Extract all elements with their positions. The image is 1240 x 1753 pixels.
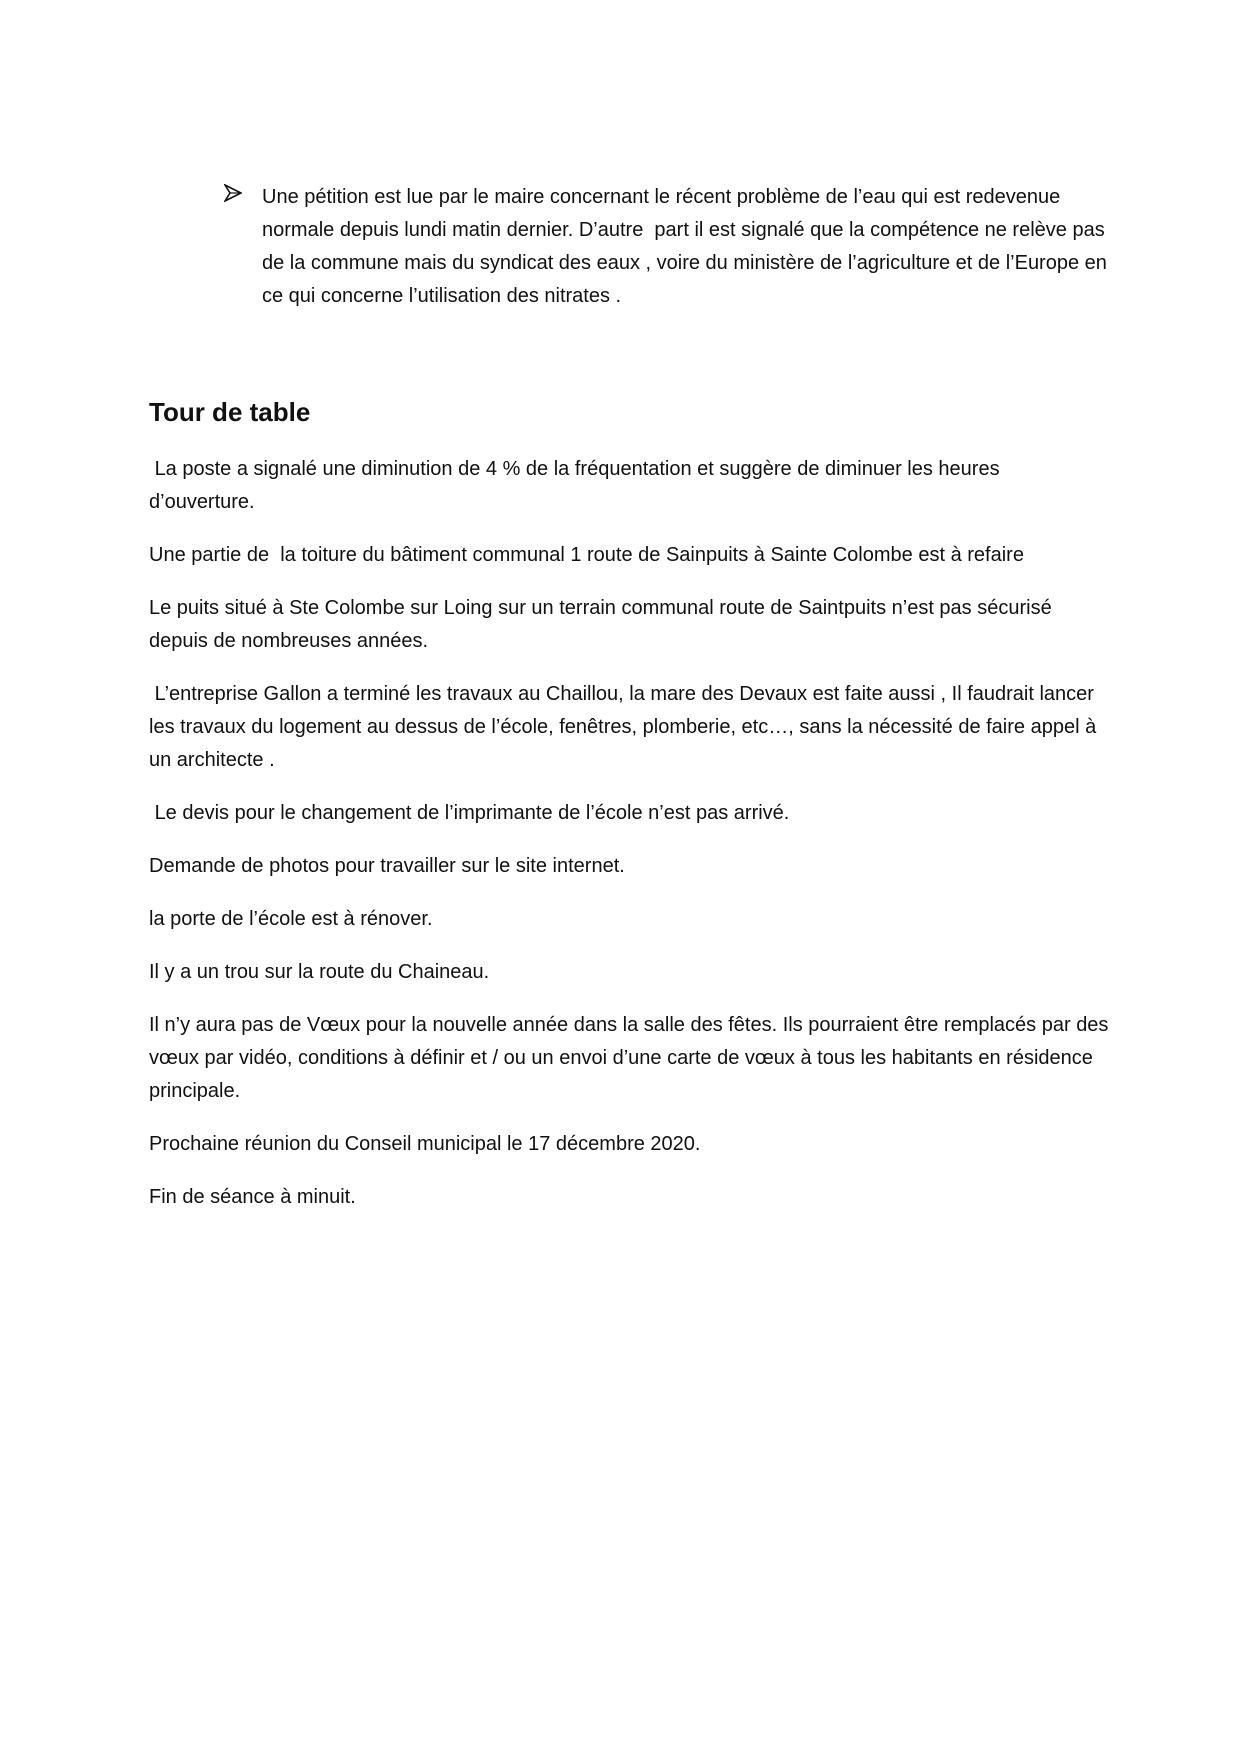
paragraph-poste: La poste a signalé une diminution de 4 % de la fréquentation et suggère de diminuer les heures d’ouverture. [149,458,1006,513]
paragraph-fin-seance: Fin de séance à minuit. [149,1186,356,1208]
paragraph-gallon: L’entreprise Gallon a terminé les travaux au Chaillou, la mare des Devaux est faite aussi , Il faudrait lancer les travaux du logement au dessus de l’école, fenêtres, plomberie, etc…, sans la nécessité de faire appel à un architecte . [149,683,1102,771]
paragraph-prochaine-reunion: Prochaine réunion du Conseil municipal le 17 décembre 2020. [149,1133,701,1155]
paragraph-devis: Le devis pour le changement de l’imprimante de l’école n’est pas arrivé. [149,802,790,824]
paragraph-photos: Demande de photos pour travailler sur le site internet. [149,855,625,877]
paragraph-trou: Il y a un trou sur la route du Chaineau. [149,961,490,983]
paragraph-puits: Le puits situé à Ste Colombe sur Loing sur un terrain communal route de Saintpuits n’est pas sécurisé depuis de nombreuses années. [149,597,1058,652]
paragraph-porte: la porte de l’école est à rénover. [149,908,433,930]
bullet-text: Une pétition est lue par le maire concernant le récent problème de l’eau qui est redevenue normale depuis lundi matin dernier. D’autre part il est signalé que la compétence ne relève pas de la commune mais du syndicat des eaux , voire du ministère de l’agriculture et de l’Europe en ce qui concerne l’utilisation des nitrates . [262,186,1113,307]
arrow-bullet-icon [224,184,242,202]
section-heading: Tour de table [149,397,311,427]
paragraph-voeux: Il n’y aura pas de Vœux pour la nouvelle année dans la salle des fêtes. Ils pourraient être remplacés par des vœux par vidéo, conditions à définir et / ou un envoi d’une carte de vœux à tous les habitants en résidence principale. [149,1014,1114,1102]
paragraph-toiture: Une partie de la toiture du bâtiment communal 1 route de Sainpuits à Sainte Colombe est à refaire [149,544,1024,566]
